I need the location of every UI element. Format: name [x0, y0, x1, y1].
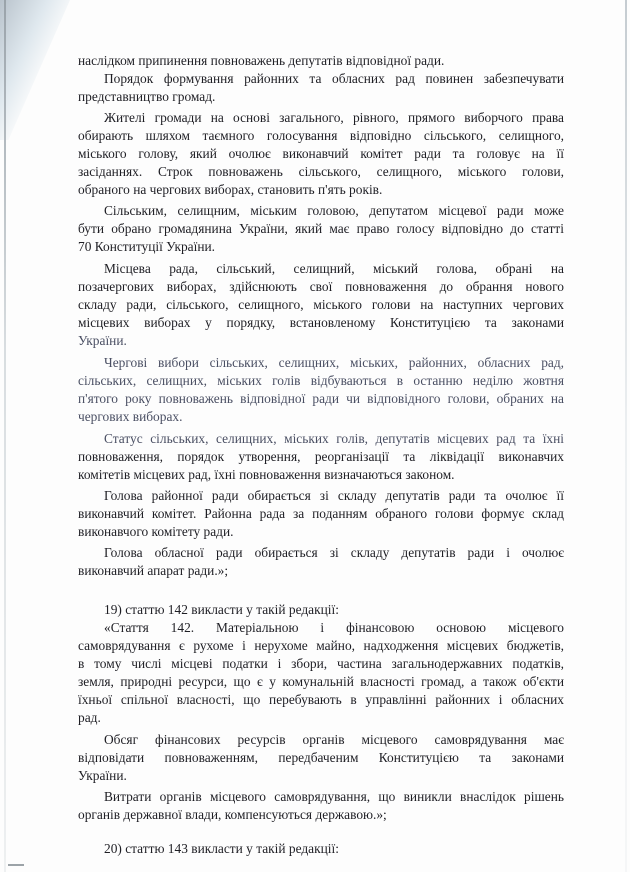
text-line: Голова районної ради обирається зі складу депутатів ради та очолює її [104, 488, 564, 503]
text-line: Порядок формування районних та обласних рад повинен забезпечувати [104, 71, 564, 86]
text-line: рад. [78, 710, 101, 725]
text-line: місцевих виборах у порядку, встановленому Конституцією та законами [78, 315, 564, 330]
text-line: виконавчого комітету ради. [78, 524, 234, 539]
text-line: виконавчий апарат ради.»; [78, 563, 229, 578]
text-line: міського голову, який очолює виконавчий комітет ради та головує на її [78, 146, 564, 161]
text-line: самоврядування є рухоме і нерухоме майно, надходження місцевих бюджетів, [78, 638, 564, 653]
text-line: обраного на чергових виборах, становить п'ять років. [78, 182, 383, 197]
section-heading: 20) статтю 143 викласти у такій редакції: [104, 841, 339, 856]
text-line: виконавчий комітет. Районна рада за поданням обраного голови формує склад [78, 506, 564, 521]
text-line: земля, природні ресурси, що є у комунальній власності громад, а також об'єкти [78, 674, 564, 689]
text-line: обирають шляхом таємного голосування відповідно сільського, селищного, [78, 128, 564, 143]
text-line: бути обрано громадянина України, який має право голосу відповідно до статті [78, 221, 564, 236]
text-line: Витрати органів місцевого самоврядування, що виникли внаслідок рішень [104, 789, 564, 804]
section-heading: 19) статтю 142 викласти у такій редакції: [104, 602, 339, 617]
text-line: України. [78, 333, 127, 348]
text-line: чергових виборах. [78, 409, 183, 424]
text-line: Обсяг фінансових ресурсів органів місцевого самоврядування має [104, 732, 564, 747]
text-line: повноваження, порядок утворення, реорганізації та ліквідації виконавчих [78, 449, 564, 464]
text-line: представництво громад. [78, 89, 216, 104]
text-line: органів державної влади, компенсуються державою.»; [78, 807, 387, 822]
text-line: сільських, селищних, міських голів відбуваються в останню неділю жовтня [78, 373, 564, 388]
text-line: Жителі громади на основі загального, рівного, прямого виборчого права [104, 110, 564, 125]
text-line: «Стаття 142. Матеріальною і фінансовою основою місцевого [104, 620, 564, 635]
text-line: в тому числі місцеві податки і збори, частина загальнодержавних податків, [78, 656, 564, 671]
text-line: Статус сільських, селищних, міських голів, депутатів місцевих рад та їхні [104, 431, 564, 446]
text-line: позачергових виборах, здійснюють свої повноваження до обрання нового [78, 279, 564, 294]
text-line: Чергові вибори сільських, селищних, міських, районних, обласних рад, [104, 355, 564, 370]
text-line: засіданнях. Строк повноважень сільського, селищного, міського голови, [78, 164, 564, 179]
text-line: п'ятого року повноважень відповідної ради чи відповідного голови, обраних на [78, 391, 564, 406]
text-line: Сільським, селищним, міським головою, депутатом місцевої ради може [104, 203, 564, 218]
text-line: їхньої спільної власності, що перебувають в управлінні районних і обласних [78, 692, 564, 707]
text-line: Місцева рада, сільський, селищний, міський голова, обрані на [104, 261, 564, 276]
text-line: 70 Конституції України. [78, 239, 215, 254]
text-line: наслідком припинення повноважень депутатів відповідної ради. [78, 53, 445, 68]
text-line: Голова обласної ради обирається зі складу депутатів ради і очолює [104, 545, 564, 560]
text-line: України. [78, 768, 127, 783]
text-line: комітетів місцевих рад, їхні повноваження визначаються законом. [78, 467, 455, 482]
text-line: складу ради, сільського, селищного, міського голови на наступних чергових [78, 297, 564, 312]
text-line: відповідати повноваженням, передбаченим Конституцією та законами [78, 750, 564, 765]
